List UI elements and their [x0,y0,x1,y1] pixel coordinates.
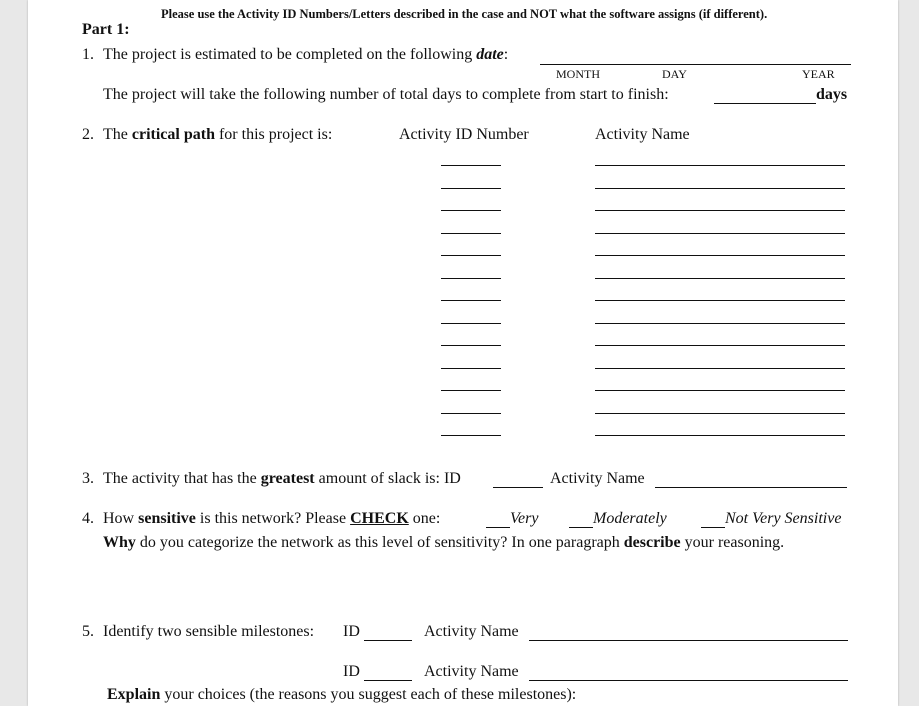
critical-path-name-blank[interactable] [595,390,845,391]
critical-path-id-blank[interactable] [441,345,501,346]
critical-path-id-blank[interactable] [441,188,501,189]
q5-id-label-1: ID [343,623,360,640]
q2-text: The critical path for this project is: [103,126,333,143]
part-title: Part 1: [82,21,130,38]
q5-activity-name-label-1: Activity Name [424,623,519,640]
critical-path-id-blank[interactable] [441,210,501,211]
q1-number: 1. [82,46,94,63]
header-note: Please use the Activity ID Numbers/Letters described in the case and NOT what the software assigns (if different). [161,7,768,21]
q1-days-blank[interactable] [714,103,816,104]
q4-option-very: Very [510,510,539,527]
q3-text: The activity that has the greatest amount of slack is: ID [103,470,461,487]
q1-days-text: The project will take the following number of total days to complete from start to finish: [103,86,669,103]
q2-col-name-header: Activity Name [595,126,690,143]
critical-path-id-blank[interactable] [441,390,501,391]
critical-path-name-blank[interactable] [595,413,845,414]
q5-id-blank-2[interactable] [364,680,412,681]
document-page [28,0,898,706]
critical-path-name-blank[interactable] [595,345,845,346]
q2-col-id-header: Activity ID Number [399,126,529,143]
q5-id-blank-1[interactable] [364,640,412,641]
critical-path-name-blank[interactable] [595,210,845,211]
critical-path-id-blank[interactable] [441,323,501,324]
q5-text: Identify two sensible milestones: [103,623,315,640]
q4-very-checkbox[interactable] [486,527,510,528]
critical-path-id-blank[interactable] [441,300,501,301]
critical-path-id-blank[interactable] [441,413,501,414]
q4-text: How sensitive is this network? Please CHECK one: [103,510,441,527]
critical-path-name-blank[interactable] [595,300,845,301]
critical-path-name-blank[interactable] [595,255,845,256]
q5-activity-name-label-2: Activity Name [424,663,519,680]
critical-path-id-blank[interactable] [441,368,501,369]
critical-path-id-blank[interactable] [441,278,501,279]
q1-text: The project is estimated to be completed on the following date: [103,46,509,63]
critical-path-name-blank[interactable] [595,278,845,279]
q4-moderately-checkbox[interactable] [569,527,593,528]
critical-path-name-blank[interactable] [595,323,845,324]
critical-path-name-blank[interactable] [595,233,845,234]
q4-number: 4. [82,510,94,527]
q3-activity-name-blank[interactable] [655,487,847,488]
q4-why-text: Why do you categorize the network as this level of sensitivity? In one paragraph describe your reasoning. [103,534,785,551]
critical-path-id-blank[interactable] [441,233,501,234]
q4-not-very-checkbox[interactable] [701,527,725,528]
q5-explain-text: Explain your choices (the reasons you suggest each of these milestones): [107,686,577,703]
q5-id-label-2: ID [343,663,360,680]
q3-number: 3. [82,470,94,487]
q1-day-label: DAY [662,67,687,81]
q5-number: 5. [82,623,94,640]
q1-days-word: days [816,86,848,103]
q4-option-moderately: Moderately [593,510,667,527]
critical-path-name-blank[interactable] [595,188,845,189]
q3-activity-name-label: Activity Name [550,470,645,487]
critical-path-name-blank[interactable] [595,165,845,166]
critical-path-id-blank[interactable] [441,255,501,256]
critical-path-name-blank[interactable] [595,368,845,369]
q2-number: 2. [82,126,94,143]
q5-activity-name-blank-2[interactable] [529,680,848,681]
q1-month-label: MONTH [556,67,600,81]
critical-path-id-blank[interactable] [441,165,501,166]
q4-option-not-very: Not Very Sensitive [725,510,842,527]
q1-date-blank[interactable] [540,64,851,65]
q3-id-blank[interactable] [493,487,543,488]
q1-year-label: YEAR [802,67,835,81]
critical-path-name-blank[interactable] [595,435,845,436]
q5-activity-name-blank-1[interactable] [529,640,848,641]
critical-path-id-blank[interactable] [441,435,501,436]
